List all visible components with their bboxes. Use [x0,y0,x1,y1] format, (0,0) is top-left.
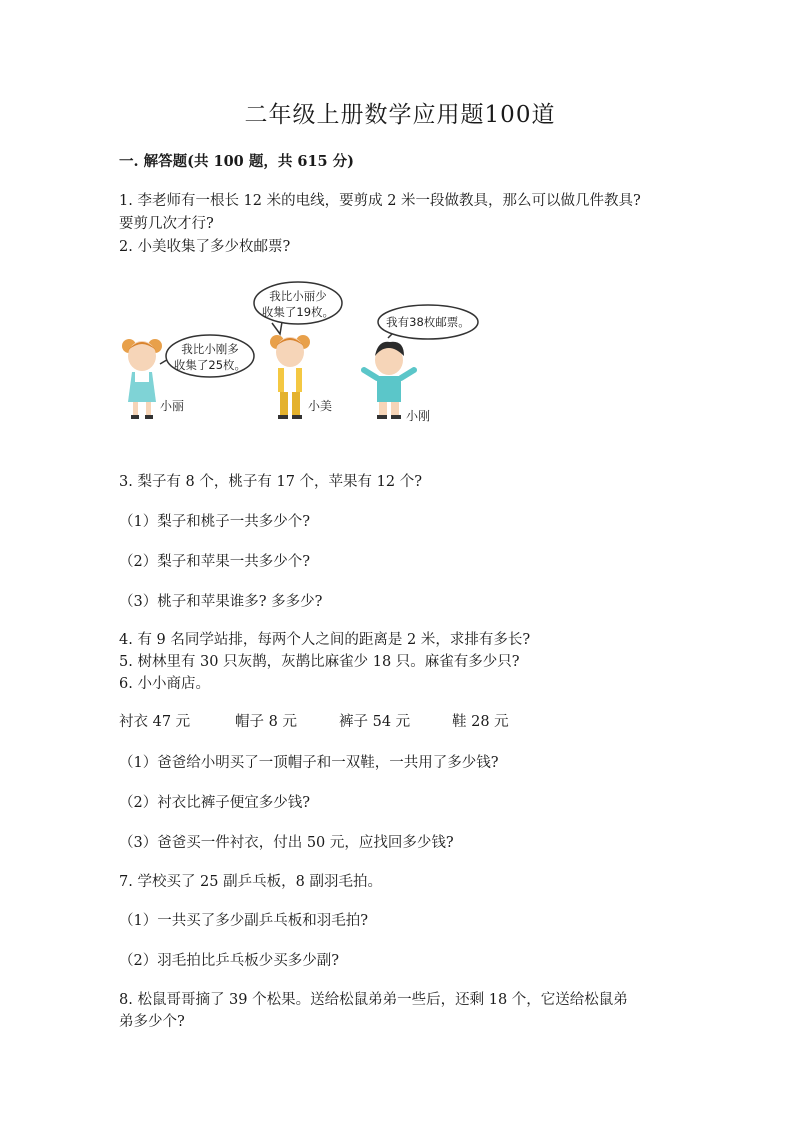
question-6-sub-1: （1）爸爸给小明买了一顶帽子和一双鞋，一共用了多少钱? [119,755,499,771]
question-8-line-2: 弟多少个? [119,1014,185,1030]
xiaoli-figure [122,339,162,419]
question-5: 5. 树林里有 30 只灰鹊，灰鹊比麻雀少 18 只。麻雀有多少只? [119,654,520,670]
xiaomei-name: 小美 [308,399,333,413]
section-heading: 一. 解答题(共 100 题，共 615 分) [119,153,355,170]
question-2: 2. 小美收集了多少枚邮票? [119,239,291,255]
question-7-sub-2: （2）羽毛拍比乒乓板少买多少副? [119,953,339,969]
question-6-sub-2: （2）衬衣比裤子便宜多少钱? [119,795,310,811]
question-1-line-2: 要剪几次才行? [119,216,214,232]
question-8-line-1: 8. 松鼠哥哥摘了 39 个松果。送给松鼠弟弟一些后，还剩 18 个，它送给松鼠弟 [119,992,628,1008]
question-3-sub-1: （1）梨子和桃子一共多少个? [119,514,310,530]
stamps-illustration [118,278,488,428]
question-3: 3. 梨子有 8 个，桃子有 17 个，苹果有 12 个? [119,474,422,490]
price-shoes: 鞋 28 元 [452,714,509,730]
xiaomei-figure [270,335,310,419]
xiaogang-bubble-line-1: 我有38枚邮票。 [386,315,470,329]
xiaoli-name: 小丽 [160,399,185,413]
xiaoli-bubble-line-2: 收集了25枚。 [173,358,247,372]
question-7: 7. 学校买了 25 副乒乓板，8 副羽毛拍。 [119,874,382,890]
page-title: 二年级上册数学应用题100道 [244,102,556,128]
xiaogang-speech-bubble [378,305,478,339]
question-7-sub-1: （1）一共买了多少副乒乓板和羽毛拍? [119,913,368,929]
question-4: 4. 有 9 名同学站排，每两个人之间的距离是 2 米，求排有多长? [119,632,531,648]
question-3-sub-2: （2）梨子和苹果一共多少个? [119,554,310,570]
xiaoli-bubble-line-1: 我比小刚多 [181,342,239,356]
price-pants: 裤子 54 元 [339,714,411,730]
price-shirt: 衬衣 47 元 [119,714,191,730]
question-6-sub-3: （3）爸爸买一件衬衣，付出 50 元，应找回多少钱? [119,835,454,851]
question-3-sub-3: （3）桃子和苹果谁多? 多多少? [119,594,323,610]
xiaomei-bubble-line-2: 收集了19枚。 [261,305,335,319]
xiaogang-figure [364,342,414,419]
xiaogang-name: 小刚 [406,409,431,423]
question-6: 6. 小小商店。 [119,676,210,692]
question-1-line-1: 1. 李老师有一根长 12 米的电线，要剪成 2 米一段做教具，那么可以做几件教具? [119,193,641,209]
price-hat: 帽子 8 元 [235,714,297,730]
xiaomei-speech-bubble [254,282,342,334]
xiaoli-speech-bubble [160,335,254,377]
xiaomei-bubble-line-1: 我比小丽少 [269,289,327,303]
